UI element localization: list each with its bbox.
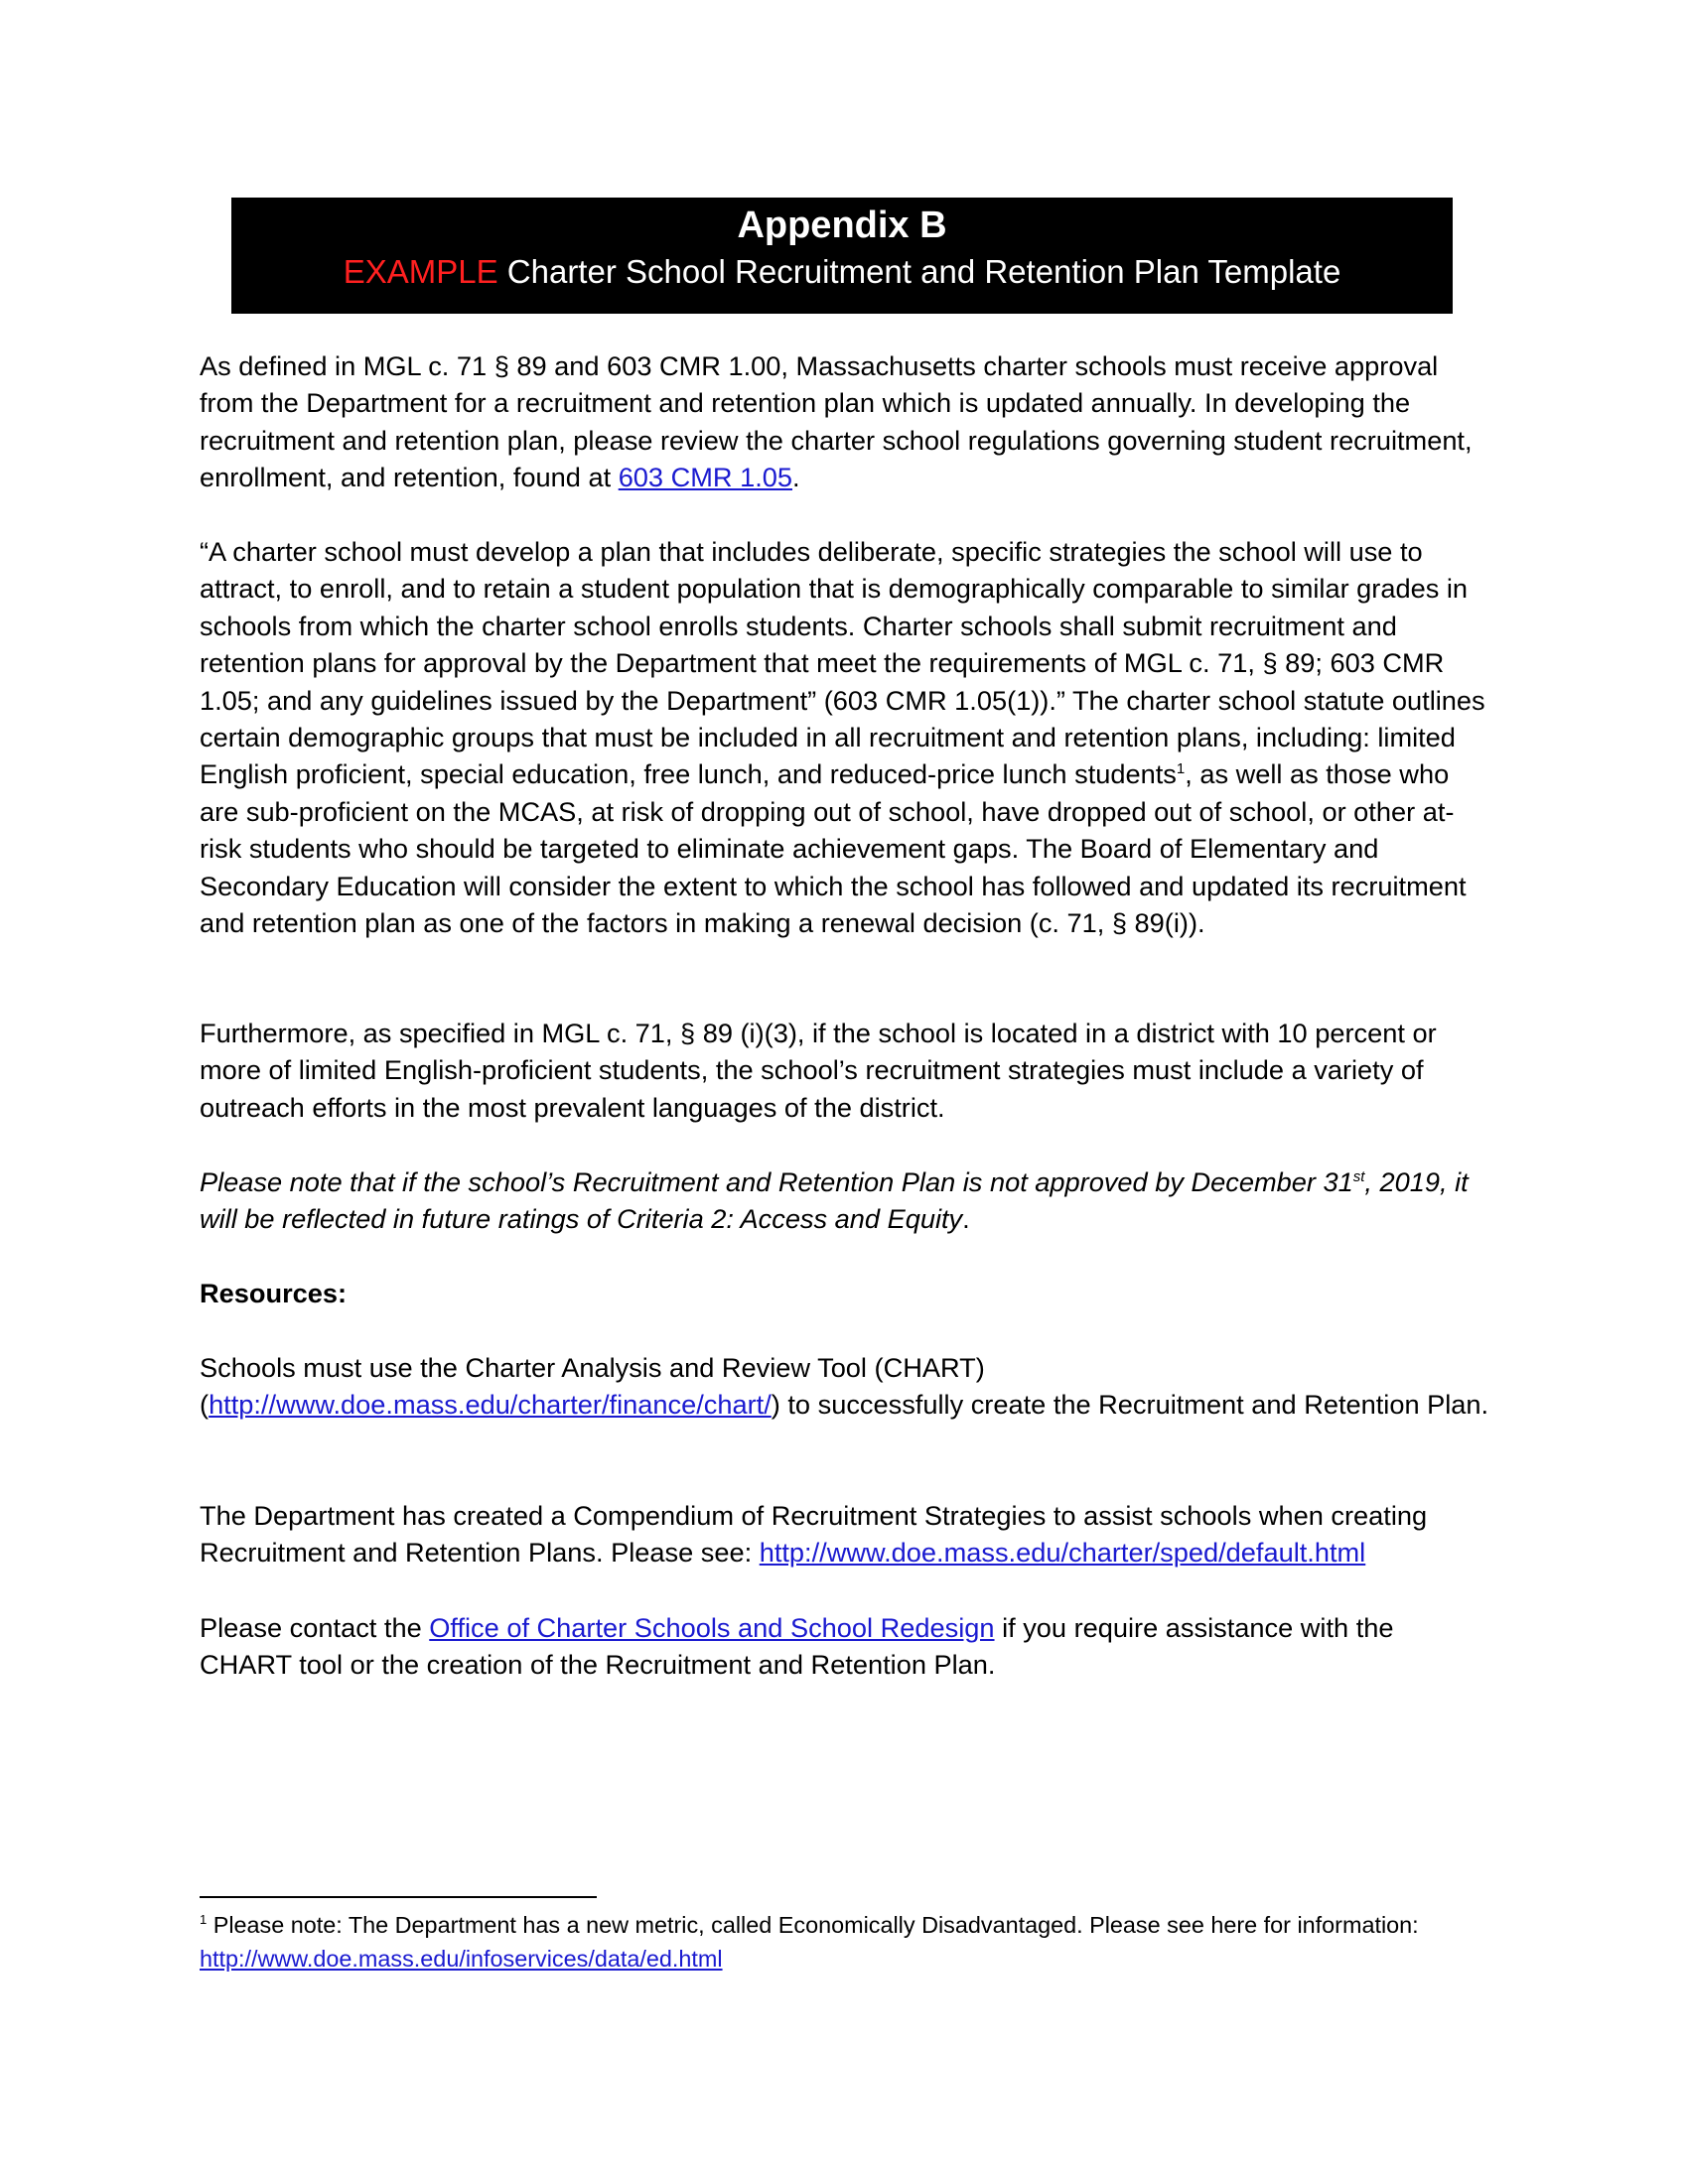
chart-text-end: ) to successfully create the Recruitment and Retention Plan. — [771, 1389, 1489, 1421]
compendium-text: The Department has created a Compendium of Recruitment Strategies to assist schools when creating Recruitment and Retention Plans. Please see: — [200, 1500, 1428, 1569]
note-paragraph — [200, 1163, 1490, 1238]
compendium-link[interactable]: http://www.doe.mass.edu/charter/sped/default.html — [759, 1537, 1366, 1569]
footnote-text: Please note: The Department has a new metric, called Economically Disadvantaged. Please see here for information: — [207, 1912, 1419, 1938]
chart-tool-link[interactable]: http://www.doe.mass.edu/charter/finance/chart/ — [209, 1389, 772, 1421]
appendix-title: Appendix B — [737, 205, 947, 246]
subtitle-text: Charter School Recruitment and Retention Plan Template — [497, 253, 1341, 290]
footnote-reference[interactable]: 1 — [1176, 760, 1186, 778]
note-text-end: , 2019, it will be reflected in future ratings of Criteria 2: Access and Equity — [200, 1166, 1469, 1235]
intro-end: . — [792, 462, 800, 493]
ed-data-link[interactable]: http://www.doe.mass.edu/infoservices/data/ed.html — [200, 1945, 723, 1972]
intro-text: As defined in MGL c. 71 § 89 and 603 CMR 1.00, Massachusetts charter schools must receive approval from the Department for a recruitment and retention plan which is updated annually. In developing the recruitment and retention plan, please review the charter school regulations governing student recruitment, enrollment, and retention, found at — [200, 350, 1473, 493]
footnote — [200, 1909, 1490, 1976]
contact-text-start: Please contact the — [200, 1612, 430, 1643]
example-label: EXAMPLE — [343, 253, 498, 290]
resources-heading: Resources: — [200, 1278, 348, 1308]
contact-paragraph — [200, 1609, 1490, 1684]
furthermore-text: Furthermore, as specified in MGL c. 71, § 89 (i)(3), if the school is located in a district with 10 percent or more of limited English-proficient students, the school’s recruitment strategies must include a variety of outreach efforts in the most prevalent languages of the district. — [200, 1018, 1437, 1123]
charter-office-link[interactable]: Office of Charter Schools and School Redesign — [429, 1612, 995, 1643]
chart-text-start: Schools must use the Charter Analysis and Review Tool (CHART) — [200, 1352, 985, 1383]
intro-paragraph — [200, 347, 1490, 496]
ordinal-suffix: st — [1352, 1167, 1365, 1185]
note-text-start: Please note that if the school’s Recruitment and Retention Plan is not approved by December 31 — [200, 1166, 1353, 1197]
quote-text-end: , as well as those who are sub-proficient on the MCAS, at risk of dropping out of school, have dropped out of school, or other at-risk students who should be targeted to eliminate achievement gaps. The Board of Elementary and Secondary Education will consider the extent to which the school has followed and updated its recruitment and retention plan as one of the factors in making a renewal decision (c. 71, § 89(i)). — [200, 758, 1467, 939]
cmr-link[interactable]: 603 CMR 1.05 — [618, 462, 792, 493]
quote-text-start: “A charter school must develop a plan that includes deliberate, specific strategies the school will use to attract, to enroll, and to retain a student population that is demographically comparable to similar grades in schools from which the charter school enrolls students. Charter schools shall submit recruitment and retention plans for approval by the Department that meet the requirements of MGL c. 71, § 89; 603 CMR 1.05; and any guidelines issued by the Department” (603 CMR 1.05(1)).” The charter school statute outlines certain demographic groups that must be included in all recruitment and retention plans, including: limited English proficient, special education, free lunch, and reduced-price lunch students — [200, 536, 1485, 790]
footnote-marker: 1 — [200, 1912, 208, 1928]
title-banner — [231, 198, 1453, 314]
furthermore-paragraph — [200, 1015, 1490, 1126]
contact-text-end: if you require assistance with the CHART tool or the creation of the Recruitment and Retention Plan. — [200, 1612, 1394, 1681]
quote-paragraph — [200, 533, 1490, 941]
template-subtitle — [231, 251, 1453, 293]
footnote-separator — [200, 1896, 597, 1898]
chart-open-paren: ( — [200, 1389, 210, 1421]
chart-paragraph — [200, 1349, 1490, 1424]
note-period: . — [962, 1203, 970, 1235]
compendium-paragraph — [200, 1497, 1490, 1571]
